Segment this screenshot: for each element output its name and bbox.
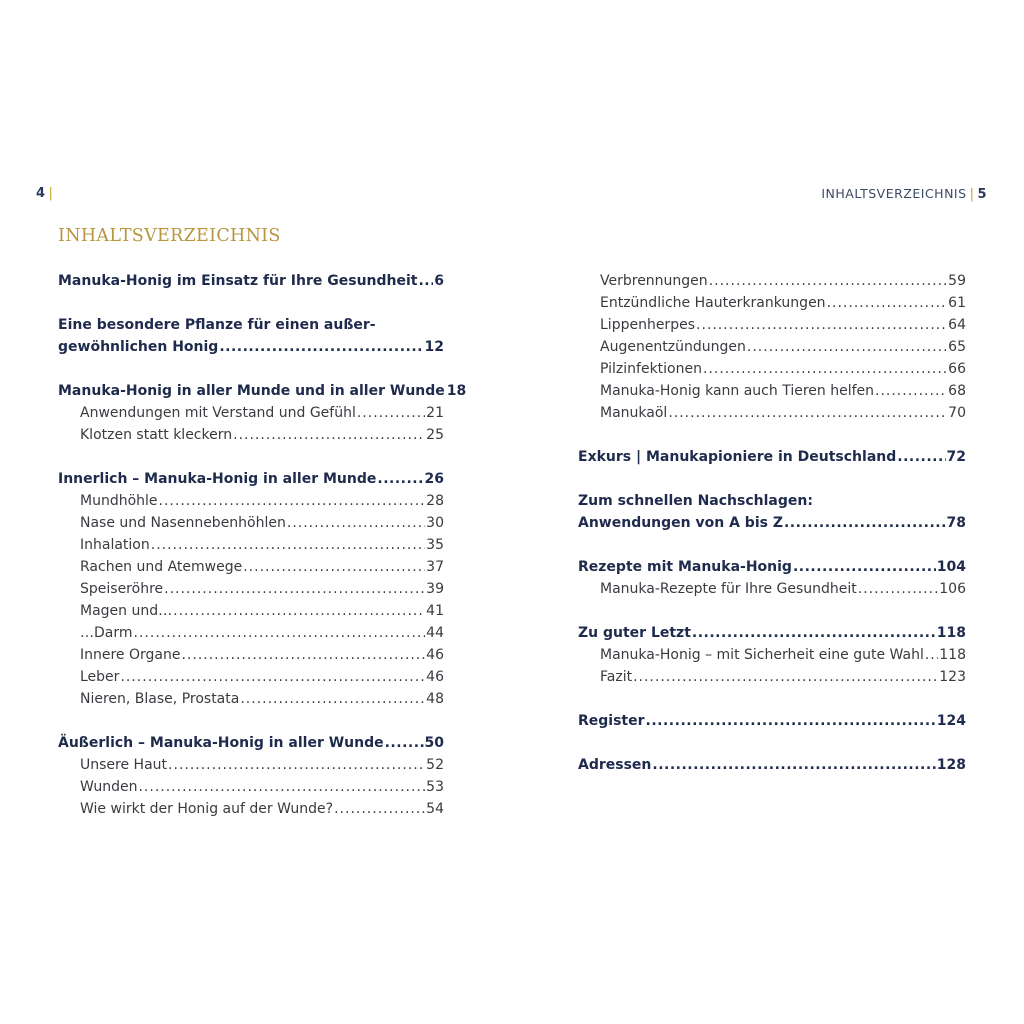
toc-subentry[interactable] bbox=[58, 798, 444, 820]
toc-dot-leader bbox=[357, 402, 425, 424]
toc-entry-title: Wunden bbox=[80, 779, 138, 795]
toc-spacer bbox=[58, 710, 444, 732]
toc-spacer bbox=[58, 358, 444, 380]
running-header-label: INHALTSVERZEICHNIS bbox=[821, 186, 967, 201]
toc-entry-title: Register bbox=[578, 713, 645, 729]
toc-entry[interactable] bbox=[58, 468, 444, 490]
toc-page-number: 64 bbox=[948, 317, 966, 333]
toc-subentry[interactable] bbox=[58, 644, 444, 666]
toc-entry-title: Mundhöhle bbox=[80, 493, 158, 509]
toc-spacer bbox=[578, 732, 966, 754]
toc-dot-leader bbox=[287, 512, 425, 534]
toc-subentry[interactable] bbox=[578, 336, 966, 358]
toc-page-number: 28 bbox=[426, 493, 444, 509]
toc-entry-title: gewöhnlichen Honig bbox=[58, 339, 219, 355]
toc-entry-title: Manuka-Honig kann auch Tieren helfen bbox=[600, 383, 874, 399]
toc-entry-title: Rezepte mit Manuka-Honig bbox=[578, 559, 792, 575]
toc-left-column bbox=[58, 270, 467, 820]
toc-dot-leader bbox=[668, 402, 947, 424]
toc-subentry[interactable] bbox=[58, 776, 444, 798]
toc-entry-title: Unsere Haut bbox=[80, 757, 168, 773]
toc-subentry[interactable] bbox=[58, 622, 444, 644]
toc-entry[interactable] bbox=[578, 490, 966, 512]
folio-right-number: 5 bbox=[977, 187, 987, 202]
toc-entry-title: Inhalation bbox=[80, 537, 150, 553]
toc-entry[interactable] bbox=[578, 622, 966, 644]
toc-dot-leader bbox=[784, 512, 946, 534]
toc-dot-leader bbox=[793, 556, 936, 578]
toc-page-number: 30 bbox=[426, 515, 444, 531]
toc-entry-title: Innere Organe bbox=[80, 647, 181, 663]
toc-page-number: 25 bbox=[426, 427, 444, 443]
toc-subentry[interactable] bbox=[58, 688, 444, 710]
toc-page-number: 53 bbox=[426, 779, 444, 795]
toc-entry[interactable] bbox=[58, 380, 467, 402]
toc-dot-leader bbox=[646, 710, 936, 732]
toc-spacer bbox=[578, 424, 966, 446]
toc-subentry[interactable] bbox=[58, 754, 444, 776]
toc-entry-title: Anwendungen von A bis Z bbox=[578, 515, 783, 531]
folio-left-number: 4 bbox=[36, 186, 46, 201]
toc-entry[interactable] bbox=[578, 754, 966, 776]
toc-subentry[interactable] bbox=[58, 402, 444, 424]
toc-page-number: 118 bbox=[939, 647, 966, 663]
toc-dot-leader bbox=[703, 358, 947, 380]
toc-subentry[interactable] bbox=[58, 512, 444, 534]
toc-entry[interactable] bbox=[58, 732, 444, 754]
toc-entry-title: Zum schnellen Nachschlagen: bbox=[578, 493, 813, 509]
toc-entry-title: Manuka-Honig – mit Sicherheit eine gute Wahl bbox=[600, 647, 924, 663]
toc-dot-leader bbox=[151, 534, 425, 556]
toc-spacer bbox=[58, 446, 444, 468]
page-title: INHALTSVERZEICHNIS bbox=[58, 226, 281, 246]
toc-entry-title: Klotzen statt kleckern bbox=[80, 427, 233, 443]
toc-page-number: 66 bbox=[948, 361, 966, 377]
toc-spacer bbox=[578, 468, 966, 490]
toc-subentry[interactable] bbox=[58, 534, 444, 556]
toc-page-number: 123 bbox=[939, 669, 966, 685]
toc-entry-title: Manuka-Honig im Einsatz für Ihre Gesundheit bbox=[58, 273, 418, 289]
toc-dot-leader bbox=[897, 446, 945, 468]
toc-subentry[interactable] bbox=[58, 424, 444, 446]
toc-subentry[interactable] bbox=[58, 600, 444, 622]
toc-entry[interactable] bbox=[578, 512, 966, 534]
toc-dot-leader bbox=[181, 644, 425, 666]
toc-subentry[interactable] bbox=[578, 402, 966, 424]
toc-entry-title: Äußerlich – Manuka-Honig in aller Wunde bbox=[58, 735, 384, 751]
toc-spacer bbox=[578, 688, 966, 710]
toc-entry-title: Manuka-Honig in aller Munde und in aller Wunde bbox=[58, 383, 445, 399]
toc-entry-title: Fazit bbox=[600, 669, 633, 685]
toc-dot-leader bbox=[240, 688, 425, 710]
toc-page-number: 118 bbox=[936, 625, 966, 641]
toc-page-number: 35 bbox=[426, 537, 444, 553]
toc-entry-title: Manuka-Rezepte für Ihre Gesundheit bbox=[600, 581, 857, 597]
toc-page-number: 65 bbox=[948, 339, 966, 355]
toc-entry-title: Adressen bbox=[578, 757, 652, 773]
toc-page-number: 106 bbox=[939, 581, 966, 597]
toc-spacer bbox=[578, 600, 966, 622]
toc-dot-leader bbox=[164, 578, 425, 600]
toc-entry-title: Eine besondere Pflanze für einen außer- bbox=[58, 317, 376, 333]
toc-entry-title: Innerlich – Manuka-Honig in aller Munde bbox=[58, 471, 377, 487]
toc-subentry[interactable] bbox=[578, 292, 966, 314]
toc-entry-title: Speiseröhre bbox=[80, 581, 164, 597]
toc-page-number: 50 bbox=[424, 735, 444, 751]
toc-subentry[interactable] bbox=[578, 578, 966, 600]
toc-subentry[interactable] bbox=[58, 490, 444, 512]
toc-dot-leader bbox=[385, 732, 424, 754]
toc-page-number: 41 bbox=[426, 603, 444, 619]
toc-page-number: 104 bbox=[936, 559, 966, 575]
toc-dot-leader bbox=[875, 380, 947, 402]
toc-entry-title: Wie wirkt der Honig auf der Wunde? bbox=[80, 801, 334, 817]
toc-dot-leader bbox=[652, 754, 935, 776]
toc-dot-leader bbox=[747, 336, 947, 358]
toc-page-number: 6 bbox=[434, 273, 444, 289]
toc-dot-leader bbox=[243, 556, 425, 578]
folio-left-divider: | bbox=[48, 186, 54, 201]
toc-page-number: 48 bbox=[426, 691, 444, 707]
toc-page-number: 21 bbox=[426, 405, 444, 421]
page-number-left bbox=[36, 185, 56, 203]
folio-right-divider: | bbox=[969, 187, 975, 202]
toc-page-number: 54 bbox=[426, 801, 444, 817]
toc-page-number: 52 bbox=[426, 757, 444, 773]
toc-dot-leader bbox=[173, 600, 425, 622]
toc-dot-leader bbox=[827, 292, 948, 314]
toc-dot-leader bbox=[134, 622, 426, 644]
toc-dot-leader bbox=[709, 270, 947, 292]
toc-subentry[interactable] bbox=[578, 666, 966, 688]
toc-right-column bbox=[578, 270, 966, 776]
toc-entry-title: …Darm bbox=[80, 625, 133, 641]
toc-page-number: 59 bbox=[948, 273, 966, 289]
toc-dot-leader bbox=[692, 622, 936, 644]
toc-entry-title: Zu guter Letzt bbox=[578, 625, 691, 641]
toc-page-number: 44 bbox=[426, 625, 444, 641]
toc-dot-leader bbox=[233, 424, 425, 446]
toc-page-number: 37 bbox=[426, 559, 444, 575]
toc-page-number: 70 bbox=[948, 405, 966, 421]
toc-subentry[interactable] bbox=[58, 556, 444, 578]
toc-dot-leader bbox=[219, 336, 423, 358]
toc-page-number: 46 bbox=[426, 669, 444, 685]
running-header-right bbox=[821, 185, 987, 204]
toc-subentry[interactable] bbox=[58, 578, 444, 600]
toc-entry-title: Rachen und Atemwege bbox=[80, 559, 243, 575]
toc-page-number: 124 bbox=[936, 713, 966, 729]
toc-entry-title: Pilzinfektionen bbox=[600, 361, 702, 377]
toc-entry[interactable] bbox=[578, 710, 966, 732]
toc-entry[interactable] bbox=[58, 314, 444, 336]
toc-entry-title: Entzündliche Hauterkrankungen bbox=[600, 295, 826, 311]
toc-entry-title: Magen und… bbox=[80, 603, 173, 619]
toc-entry-title: Anwendungen mit Verstand und Gefühl bbox=[80, 405, 356, 421]
toc-dot-leader bbox=[138, 776, 425, 798]
toc-entry-title: Nase und Nasennebenhöhlen bbox=[80, 515, 286, 531]
toc-spacer bbox=[578, 534, 966, 556]
toc-dot-leader bbox=[696, 314, 947, 336]
toc-entry-title: Nieren, Blase, Prostata bbox=[80, 691, 240, 707]
toc-page-number: 128 bbox=[936, 757, 966, 773]
toc-subentry[interactable] bbox=[578, 358, 966, 380]
toc-page-number: 18 bbox=[446, 383, 467, 399]
toc-page-number: 26 bbox=[424, 471, 444, 487]
toc-entry-title: Augenentzündungen bbox=[600, 339, 746, 355]
toc-subentry[interactable] bbox=[578, 380, 966, 402]
toc-page-number: 72 bbox=[946, 449, 966, 465]
toc-dot-leader bbox=[159, 490, 426, 512]
toc-page-number: 78 bbox=[946, 515, 966, 531]
toc-dot-leader bbox=[925, 644, 938, 666]
toc-page-number: 39 bbox=[426, 581, 444, 597]
toc-spacer bbox=[58, 292, 444, 314]
toc-entry[interactable] bbox=[578, 446, 966, 468]
toc-entry-title: Exkurs | Manukapioniere in Deutschland bbox=[578, 449, 897, 465]
toc-dot-leader bbox=[334, 798, 425, 820]
toc-entry-title: Manukaöl bbox=[600, 405, 668, 421]
toc-entry-title: Leber bbox=[80, 669, 120, 685]
toc-subentry[interactable] bbox=[578, 314, 966, 336]
toc-dot-leader bbox=[858, 578, 938, 600]
toc-entry[interactable] bbox=[578, 556, 966, 578]
toc-dot-leader bbox=[120, 666, 425, 688]
toc-dot-leader bbox=[418, 270, 433, 292]
toc-dot-leader bbox=[633, 666, 938, 688]
toc-page-number: 61 bbox=[948, 295, 966, 311]
toc-entry-title: Verbrennungen bbox=[600, 273, 708, 289]
toc-dot-leader bbox=[377, 468, 423, 490]
toc-subentry[interactable] bbox=[578, 270, 966, 292]
toc-page-number: 68 bbox=[948, 383, 966, 399]
toc-subentry[interactable] bbox=[58, 666, 444, 688]
toc-entry-title: Lippenherpes bbox=[600, 317, 695, 333]
toc-entry[interactable] bbox=[58, 336, 444, 358]
toc-entry[interactable] bbox=[58, 270, 444, 292]
toc-page-number: 12 bbox=[424, 339, 444, 355]
toc-page-number: 46 bbox=[426, 647, 444, 663]
toc-subentry[interactable] bbox=[578, 644, 966, 666]
toc-dot-leader bbox=[168, 754, 425, 776]
